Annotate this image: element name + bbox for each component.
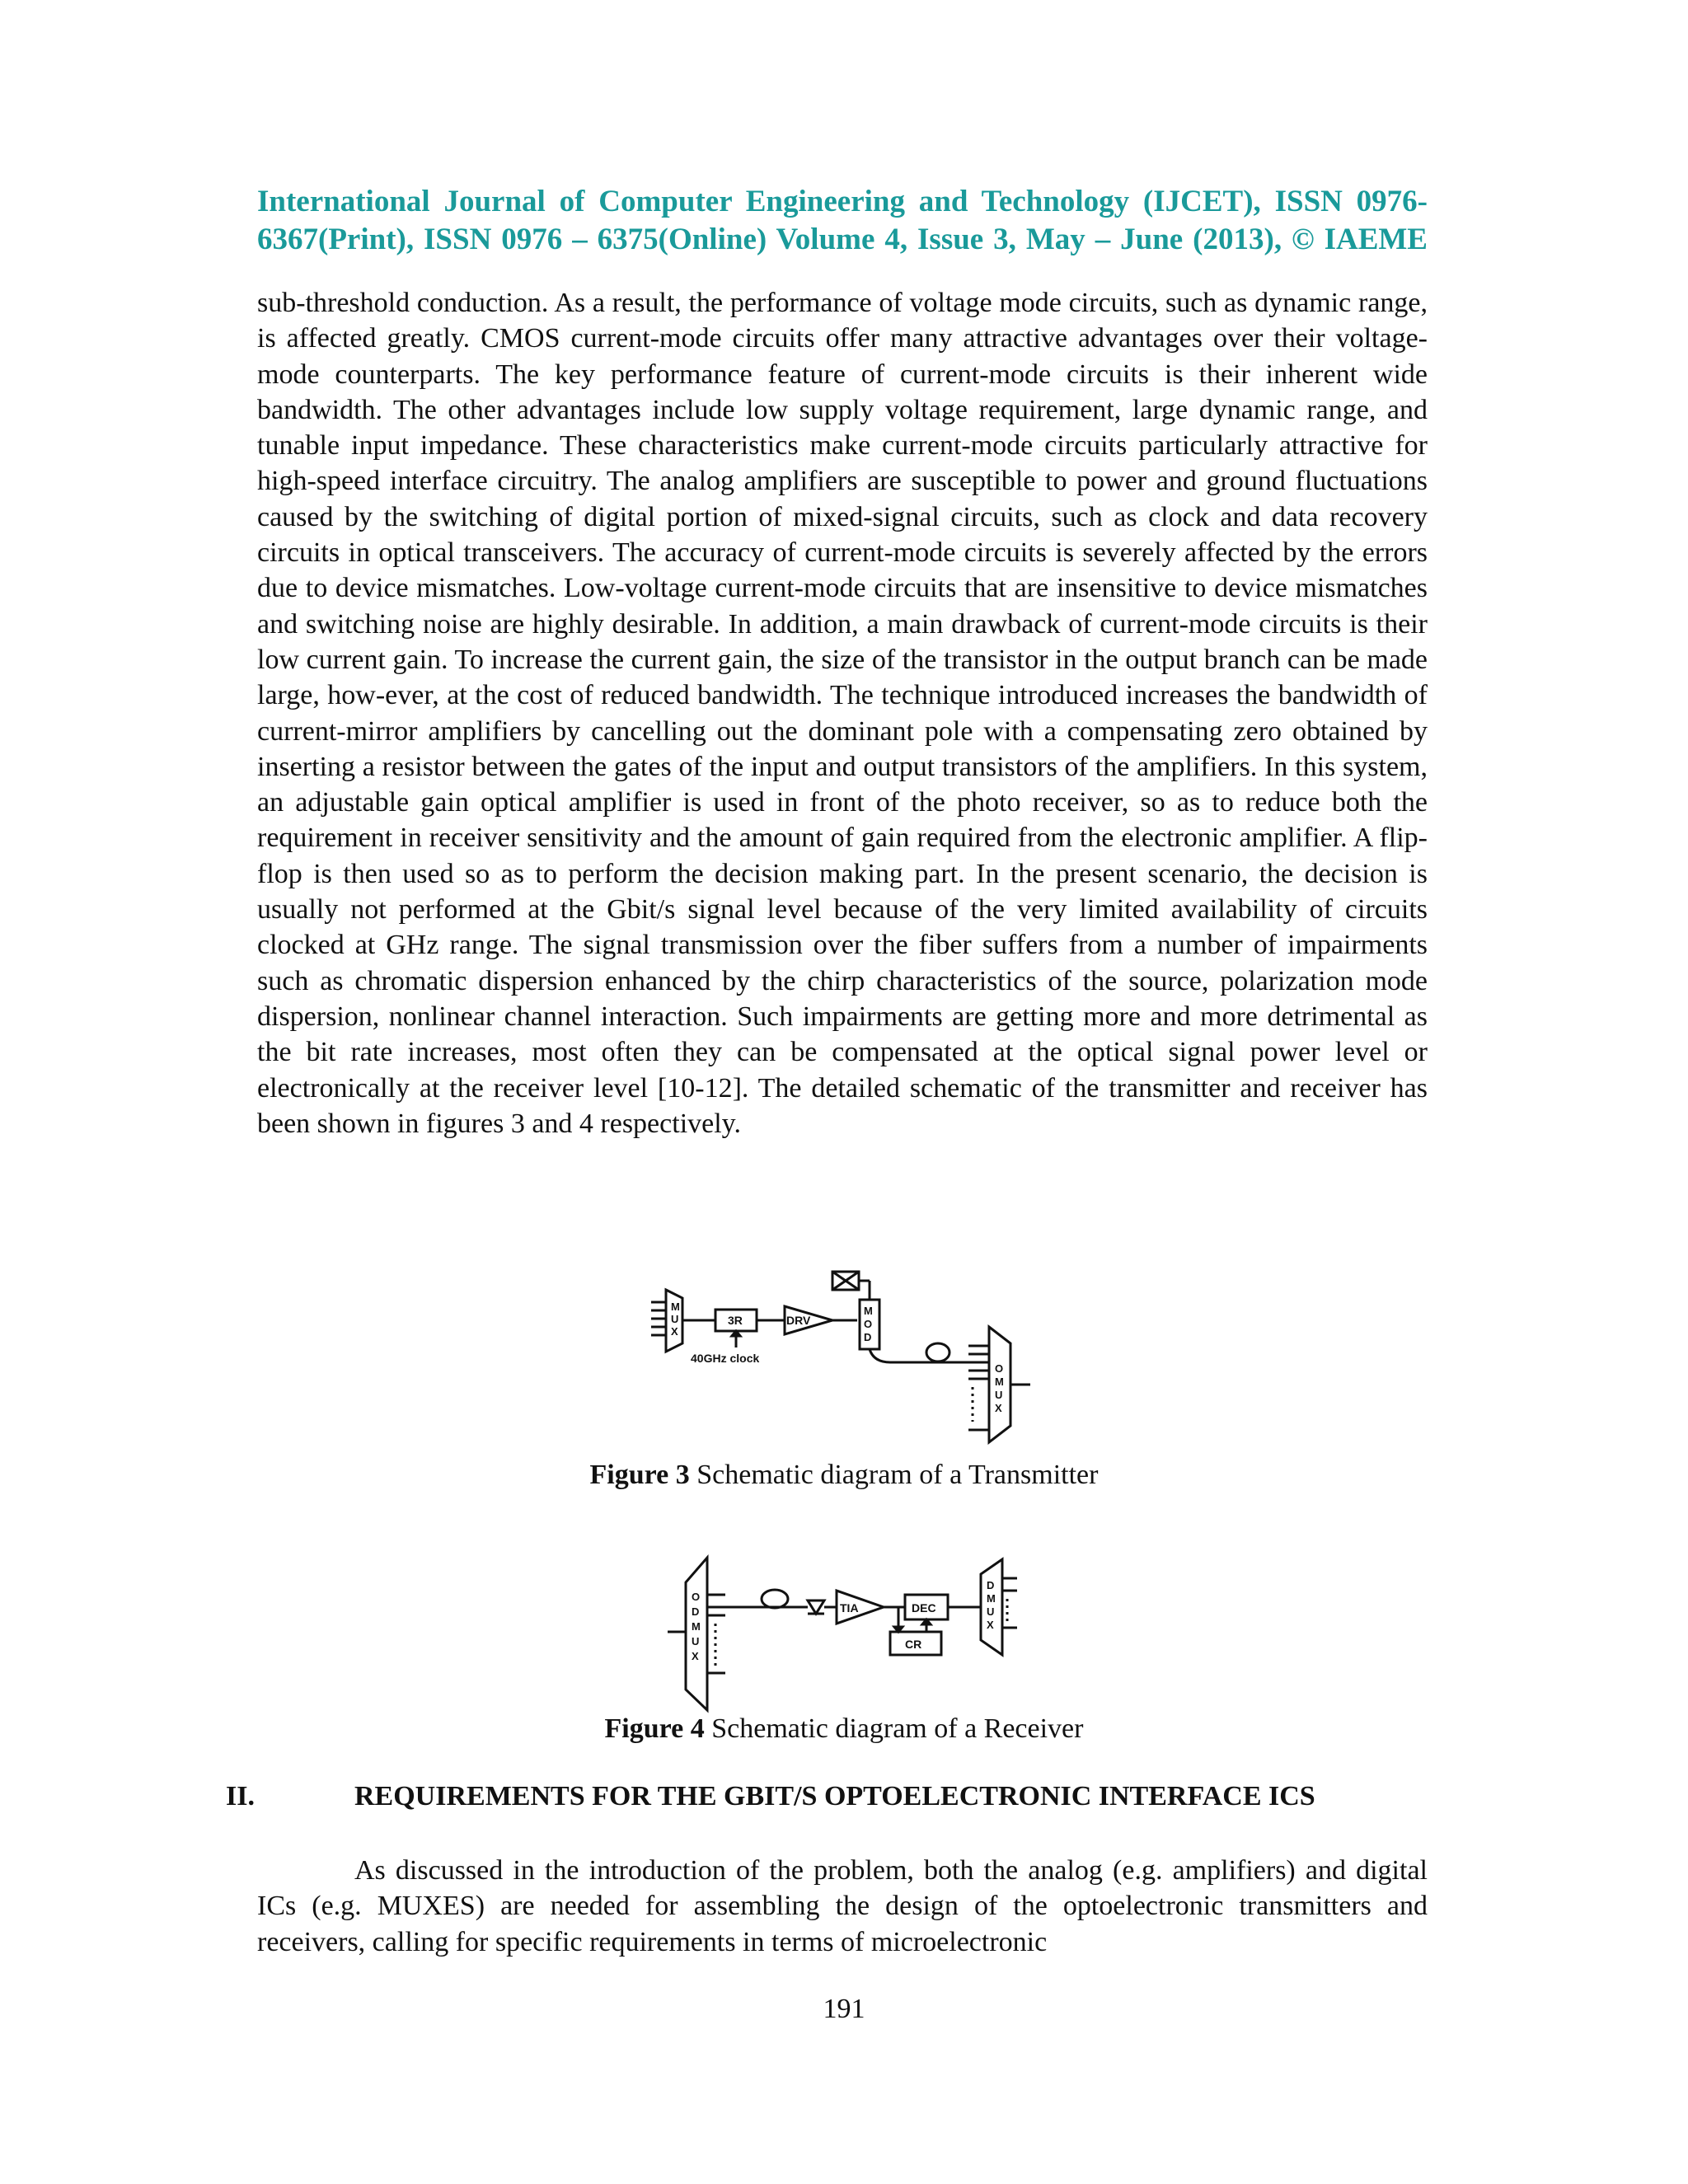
odmux-label-0: O: [692, 1591, 701, 1603]
mux-input-arrows: [651, 1302, 666, 1335]
figure-3-caption-text: Schematic diagram of a Transmitter: [689, 1460, 1099, 1490]
odmux-label-2: M: [692, 1620, 701, 1633]
figure-4-caption: [0, 1713, 1688, 1746]
odmux-block: [686, 1558, 707, 1710]
dmux-output-arrows: [1002, 1578, 1017, 1628]
body-paragraph: sub-threshold conduction. As a result, the performance of voltage mode circuits, such as dynamic range, is affected greatly. CMOS current-mode circuits offer many attractive advantages over their voltage-mode counterparts. The key performance feature of current-mode circuits is their inherent wide bandwidth. The other advantages include low supply voltage requirement, large dynamic range, and tunable input impedance. These characteristics make current-mode circuits particularly attractive for high-speed interface circuitry. The analog amplifiers are susceptible to power and ground fluctuations caused by the switching of digital portion of mixed-signal circuits, such as clock and data recovery circuits in optical transceivers. The accuracy of current-mode circuits is severely affected by the errors due to device mismatches. Low-voltage current-mode circuits that are insensitive to device mismatches and switching noise are highly desirable. In addition, a main drawback of current-mode circuits is their low current gain. To increase the current gain, the size of the transistor in the output branch can be made large, how-ever, at the cost of reduced bandwidth. The technique introduced increases the bandwidth of current-mirror amplifiers by cancelling out the dominant pole with a compensating zero obtained by inserting a resistor between the gates of the input and output transistors of the amplifiers. In this system, an adjustable gain optical amplifier is used in front of the photo receiver, so as to reduce both the requirement in receiver sensitivity and the amount of gain required from the electronic amplifier. A flip-flop is then used so as to perform the decision making part. In the present scenario, the decision is usually not performed at the Gbit/s signal level because of the very limited availability of circuits clocked at GHz range. The signal transmission over the fiber suffers from a number of impairments such as chromatic dispersion enhanced by the chirp characteristics of the source, polarization mode dispersion, nonlinear channel interaction. Such impairments are getting more and more detrimental as the bit rate increases, most often they can be compensated at the optical signal power level or electronically at the receiver level [10-12]. The detailed schematic of the transmitter and receiver has been shown in figures 3 and 4 respectively.: [257, 288, 1428, 1139]
transmitter-schematic: [643, 1265, 1104, 1455]
omux-label-1: M: [995, 1376, 1004, 1388]
figure-4-caption-label: Figure 4: [604, 1713, 705, 1744]
driver-label: DRV: [786, 1314, 811, 1327]
dmux-label-0: D: [987, 1579, 995, 1591]
tia-label: TIA: [840, 1601, 859, 1615]
dmux-label-3: X: [987, 1619, 994, 1631]
modulator-label-1: O: [864, 1318, 873, 1330]
figure-4-receiver: [0, 1549, 1688, 1714]
retimer-label: 3R: [728, 1314, 743, 1327]
clock-label: 40GHz clock: [691, 1352, 760, 1365]
clock-recovery-label: CR: [905, 1638, 922, 1651]
mux-label-2: X: [671, 1325, 678, 1338]
receiver-schematic: [668, 1549, 1063, 1714]
odmux-label-1: D: [692, 1605, 700, 1618]
omux-label-3: X: [995, 1402, 1002, 1414]
dmux-label-2: U: [987, 1605, 995, 1618]
section-number: II.: [226, 1781, 255, 1811]
section-title: REQUIREMENTS FOR THE GBIT/S OPTOELECTRONIC INTERFACE ICS: [354, 1781, 1315, 1811]
modulator-label-2: D: [864, 1331, 872, 1343]
odmux-label-4: X: [692, 1650, 699, 1662]
dmux-label-1: M: [987, 1592, 996, 1605]
omux-label-2: U: [995, 1389, 1003, 1401]
figure-3-caption-label: Figure 3: [589, 1460, 690, 1490]
figure-3-transmitter: [0, 1265, 1688, 1455]
figure-3-caption: [0, 1459, 1688, 1492]
fiber-coil-rx: [762, 1590, 788, 1608]
journal-header-line-1: International Journal of Computer Engineering and Technology (IJCET), ISSN 0976-: [257, 185, 1428, 218]
omux-input-lines: [968, 1346, 989, 1430]
page-number: 191: [823, 1994, 865, 2024]
figure-4-caption-text: Schematic diagram of a Receiver: [704, 1713, 1084, 1744]
decision-label: DEC: [912, 1601, 936, 1615]
modulator-label-0: M: [864, 1305, 873, 1317]
odmux-label-3: U: [692, 1635, 700, 1647]
mux-label-1: U: [671, 1313, 679, 1325]
section-paragraph: As discussed in the introduction of the problem, both the analog (e.g. amplifiers) and digital ICs (e.g. MUXES) are needed for assembling the design of the optoelectronic transmitters and receivers, calling for specific requirements in terms of microelectronic: [257, 1855, 1428, 1957]
journal-header-line-2: 6367(Print), ISSN 0976 – 6375(Online) Volume 4, Issue 3, May – June (2013), © IAEME: [257, 223, 1428, 256]
journal-header: [257, 183, 1428, 259]
photodiode-block: [808, 1601, 824, 1614]
omux-label-0: O: [995, 1362, 1004, 1375]
fiber-coil: [926, 1343, 950, 1361]
mux-label-0: M: [671, 1301, 680, 1313]
